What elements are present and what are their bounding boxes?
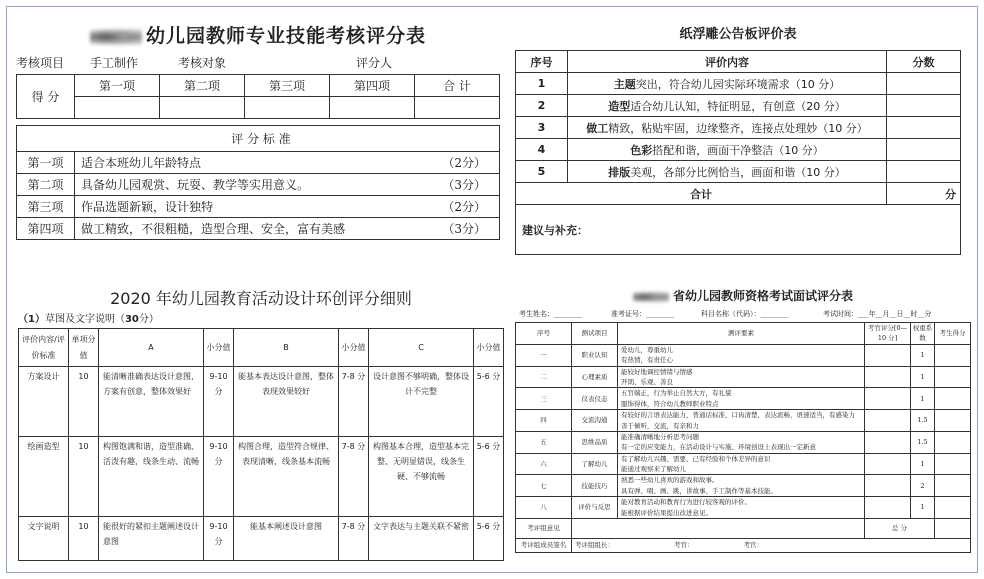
rating-cell[interactable] (865, 475, 911, 497)
interview-score-sheet (515, 286, 971, 568)
total-field[interactable] (935, 519, 971, 539)
score-cell[interactable] (887, 117, 961, 139)
subject-field[interactable]: 科目名称（代码）：________ (701, 310, 789, 318)
rating-cell[interactable] (865, 431, 911, 453)
header-b: B (234, 329, 339, 367)
section-subtitle: （1）草图及文字说明（30分） (18, 314, 159, 325)
row-c-score: 5-6 分 (474, 517, 504, 561)
header-criteria: 评价内容/评价标准 (19, 329, 69, 367)
header-no: 序号 (516, 323, 572, 345)
criteria-score: （2分） (429, 152, 499, 174)
header-score: 考生得分 (935, 323, 971, 345)
header-score: 分数 (887, 51, 961, 73)
rating-cell[interactable] (865, 388, 911, 410)
criteria-score: （3分） (429, 218, 499, 240)
sign-label: 考评组成员签名 (516, 539, 572, 553)
row-weight: 1 (911, 344, 935, 366)
row-c: 设计意图不够明确，整体设计不完整 (369, 367, 474, 437)
rating-cell[interactable] (865, 453, 911, 475)
score-table (16, 74, 500, 119)
row-content: 造型适合幼儿认知，特征明显，有创意（20 分） (568, 95, 887, 117)
row-content: 排版美观，各部分比例恰当，画面和谐（10 分） (568, 161, 887, 183)
row-weight: 1 (911, 497, 935, 519)
row-no: 5 (516, 161, 568, 183)
header-a: A (99, 329, 204, 367)
row-no: 四 (516, 410, 572, 432)
row-no: 三 (516, 388, 572, 410)
row-elements: 能较好地调控情绪与情感 开朗、乐观、善良 (618, 366, 865, 388)
row-value: 10 (69, 367, 99, 437)
row-elements: 能对教育活动和教育行为进行较客观的评价。 能根据评价结果提出改进意见。 (618, 497, 865, 519)
criteria-key: 第三项 (17, 196, 75, 218)
score-cell[interactable] (415, 97, 500, 119)
exam-time-field[interactable]: 考试时间：___年__月__日__时__分 (823, 310, 932, 318)
row-weight: 1 (911, 366, 935, 388)
row-item: 职业认知 (572, 344, 618, 366)
blurred-name (633, 291, 669, 303)
row-c-score: 5-6 分 (474, 367, 504, 437)
col-2: 第二项 (160, 75, 245, 97)
criteria-title: 评 分 标 准 (17, 126, 500, 152)
relief-board-evaluation (515, 20, 961, 265)
evaluation-table (515, 50, 961, 255)
col-3: 第三项 (245, 75, 330, 97)
score-cell[interactable] (935, 366, 971, 388)
row-b-score: 7-8 分 (339, 367, 369, 437)
total-unit: 分 (887, 183, 961, 205)
row-no: 八 (516, 497, 572, 519)
criteria-key: 第四项 (17, 218, 75, 240)
skill-assessment-sheet (16, 20, 500, 265)
row-content: 做工精致，粘贴牢固，边缘整齐，连接点处理妙（10 分） (568, 117, 887, 139)
row-no: 3 (516, 117, 568, 139)
row-c: 文字表达与主题关联不紧密 (369, 517, 474, 561)
row-no: 4 (516, 139, 568, 161)
criteria-score: （3分） (429, 174, 499, 196)
row-b: 能基本表达设计意图，整体表现效果较好 (234, 367, 339, 437)
header-elements: 测评要素 (618, 323, 865, 345)
row-no: 五 (516, 431, 572, 453)
row-item: 仪表仪态 (572, 388, 618, 410)
row-no: 二 (516, 366, 572, 388)
row-no: 2 (516, 95, 568, 117)
score-cell[interactable] (160, 97, 245, 119)
row-a-score: 9-10 分 (204, 437, 234, 517)
sheet-title: 2020 年幼儿园教育活动设计环创评分细则 (110, 289, 412, 308)
row-b-score: 7-8 分 (339, 517, 369, 561)
row-b: 构图合理，造型符合规律、表现清晰，线条基本流畅 (234, 437, 339, 517)
score-cell[interactable] (935, 453, 971, 475)
header-rating: 考官评分[0—10 分] (865, 323, 911, 345)
rating-cell[interactable] (865, 366, 911, 388)
row-a: 构图饱满和谐，造型准确、活泼有趣，线条生动、流畅 (99, 437, 204, 517)
row-item: 思维品质 (572, 431, 618, 453)
row-a-score: 9-10 分 (204, 367, 234, 437)
item-value: 手工制作 (90, 56, 139, 70)
col-total: 合 计 (415, 75, 500, 97)
rating-cell[interactable] (865, 344, 911, 366)
col-1: 第一项 (75, 75, 160, 97)
row-no: 1 (516, 73, 568, 95)
rating-cell[interactable] (865, 497, 911, 519)
col-4: 第四项 (330, 75, 415, 97)
row-elements: 有了解幼儿兴趣、需要、已有经验和个体差异的意识 能通过观察来了解幼儿 (618, 453, 865, 475)
header-item: 测试项目 (572, 323, 618, 345)
candidate-header (515, 306, 971, 322)
header-no: 序号 (516, 51, 568, 73)
score-cell[interactable] (245, 97, 330, 119)
row-content: 主题突出，符合幼儿园实际环境需求（10 分） (568, 73, 887, 95)
row-a-score: 9-10 分 (204, 517, 234, 561)
score-cell[interactable] (887, 73, 961, 95)
total-label: 合计 (516, 183, 887, 205)
row-category: 文字说明 (19, 517, 69, 561)
score-cell[interactable] (887, 95, 961, 117)
total-label: 总 分 (865, 519, 935, 539)
row-category: 绘画造型 (19, 437, 69, 517)
row-value: 10 (69, 517, 99, 561)
row-item: 技能技巧 (572, 475, 618, 497)
score-cell[interactable] (935, 388, 971, 410)
row-no: 七 (516, 475, 572, 497)
criteria-key: 第二项 (17, 174, 75, 196)
score-cell[interactable] (935, 431, 971, 453)
header-sub: 小分值 (474, 329, 504, 367)
suggestion-field[interactable]: 建议与补充： (516, 205, 961, 255)
row-no: 一 (516, 344, 572, 366)
object-label: 考核对象 (178, 56, 227, 70)
row-elements: 能准确清晰地分析思考问题 有一定的应变能力，在活动设计与实施、环境创设上表现出一定新意 (618, 431, 865, 453)
item-label: 考核项目 (16, 56, 65, 70)
row-category: 方案设计 (19, 367, 69, 437)
sheet-title: 幼儿园教师专业技能考核评分表 (16, 20, 500, 52)
score-cell[interactable] (330, 97, 415, 119)
criteria-table (16, 125, 500, 240)
score-cell[interactable] (75, 97, 160, 119)
opinion-field[interactable] (572, 519, 865, 539)
row-weight: 1.5 (911, 431, 935, 453)
score-cell[interactable] (935, 344, 971, 366)
score-cell[interactable] (887, 139, 961, 161)
row-item: 评价与反思 (572, 497, 618, 519)
header-sub: 小分值 (204, 329, 234, 367)
header-weight: 权重系数 (911, 323, 935, 345)
row-no: 六 (516, 453, 572, 475)
row-a: 能很好的紧扣主题阐述设计意图 (99, 517, 204, 561)
row-weight: 1 (911, 388, 935, 410)
row-weight: 1 (911, 453, 935, 475)
rubric-table (18, 328, 504, 561)
row-elements: 五官端正，行为举止自然大方，有礼貌 服饰得体，符合幼儿教师职业特点 (618, 388, 865, 410)
criteria-key: 第一项 (17, 152, 75, 174)
sheet-title: 省幼儿园教师资格考试面试评分表 (515, 286, 971, 306)
score-label: 得 分 (17, 75, 75, 119)
row-c-score: 5-6 分 (474, 437, 504, 517)
score-cell[interactable] (887, 161, 961, 183)
header-sub: 小分值 (339, 329, 369, 367)
row-elements: 熟悉一些幼儿喜欢的游戏和故事。 具有弹、唱、画、跳，讲故事、手工制作等基本技能。 (618, 475, 865, 497)
rating-cell[interactable] (865, 410, 911, 432)
row-item: 了解幼儿 (572, 453, 618, 475)
row-b-score: 7-8 分 (339, 437, 369, 517)
row-content: 色彩搭配和谐，画面干净整洁（10 分） (568, 139, 887, 161)
row-a: 能清晰准确表达设计意图，方案有创意，整体效果好 (99, 367, 204, 437)
row-weight: 1.5 (911, 410, 935, 432)
header-c: C (369, 329, 474, 367)
sign-row: 考评组组长： 考官： 考官： (572, 539, 971, 553)
row-weight: 2 (911, 475, 935, 497)
row-c: 构图基本合理，造型基本完整、无明显错误，线条生硬、不够流畅 (369, 437, 474, 517)
blurred-name (90, 28, 142, 46)
candidate-name-field[interactable]: 考生姓名：________ (519, 310, 582, 318)
score-cell[interactable] (935, 475, 971, 497)
scorer-label: 评分人 (356, 56, 393, 70)
ticket-number-field[interactable]: 准考证号：________ (611, 310, 674, 318)
header-weight: 单项分值 (69, 329, 99, 367)
row-value: 10 (69, 437, 99, 517)
row-item: 交流沟通 (572, 410, 618, 432)
criteria-text: 做工精致，不很粗糙，造型合理、安全，富有美感 (75, 218, 430, 240)
meta-row (16, 52, 500, 74)
row-b: 能基本阐述设计意图 (234, 517, 339, 561)
criteria-score: （2分） (429, 196, 499, 218)
row-item: 心理素质 (572, 366, 618, 388)
row-elements: 有较好的言语表达能力，普通话标准，口齿清楚，表达流畅，语速适当，有感染力 善于倾听，交流，有亲和力 (618, 410, 865, 432)
row-elements: 爱幼儿，尊重幼儿 有热情，有责任心 (618, 344, 865, 366)
header-content: 评价内容 (568, 51, 887, 73)
criteria-text: 作品选题新颖，设计独特 (75, 196, 430, 218)
criteria-text: 适合本班幼儿年龄特点 (75, 152, 430, 174)
score-cell[interactable] (935, 497, 971, 519)
opinion-label: 考评组意见 (516, 519, 572, 539)
sheet-title: 纸浮雕公告板评价表 (679, 27, 797, 42)
interview-table (515, 322, 971, 553)
activity-design-rubric (18, 286, 504, 566)
criteria-text: 具备幼儿园观赏、玩耍、教学等实用意义。 (75, 174, 430, 196)
score-cell[interactable] (935, 410, 971, 432)
